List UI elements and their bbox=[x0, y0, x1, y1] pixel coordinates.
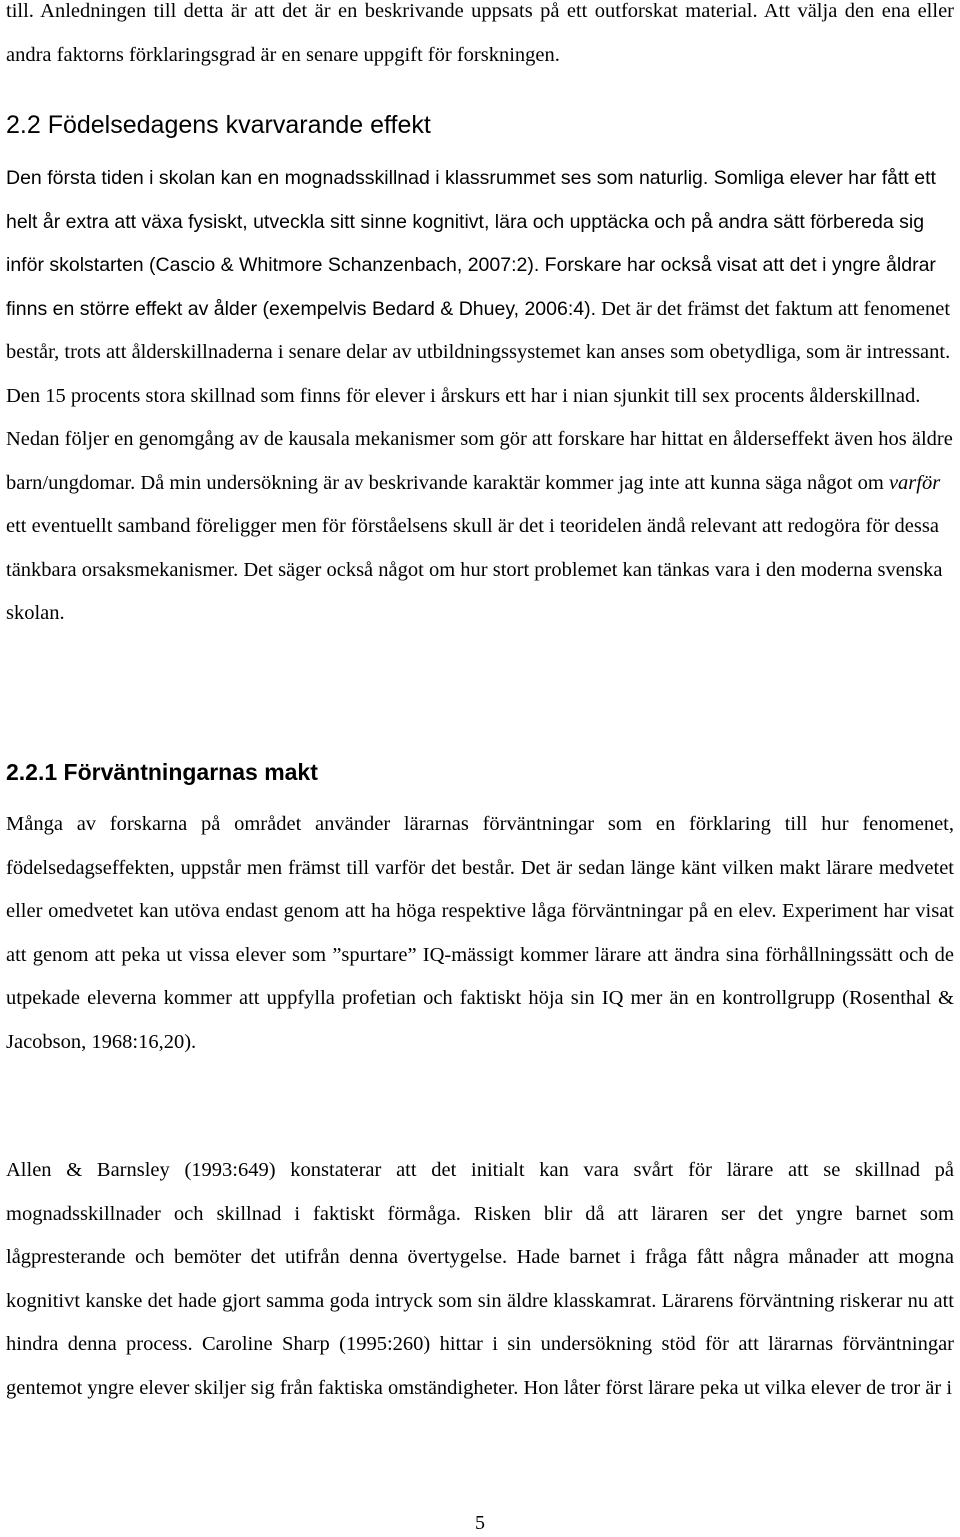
intro-paragraph bbox=[6, 0, 954, 77]
section-heading-2-2-1: 2.2.1 Förväntningarnas makt bbox=[6, 759, 318, 785]
section-2-2-serif-text-b: ett eventuellt samband föreligger men för förståelsens skull är det i teoridelen ändå relevant att redogöra för dessa tänkbara orsaksmekanismer. Det säger också något om hur stort problemet kan tänkas vara i den moderna svenska skolan. bbox=[6, 515, 943, 624]
section-heading-2-2: 2.2 Födelsedagens kvarvarande effekt bbox=[6, 111, 431, 139]
section-2-2-sans-text: Den första tiden i skolan kan en mognadsskillnad i klassrummet ses som naturlig. Somliga elever har fått ett helt år extra att växa fysiskt, utveckla sitt sinne kognitivt, lära och upptäcka och på andra sätt förbereda sig inför skolstarten (Cascio & Whitmore Schanzenbach, 2007:2). Forskare har också visat att det i yngre åldrar finns en större effekt av ålder (exempelvis Bedard & Dhuey, 2006:4). bbox=[6, 167, 936, 320]
section-2-2-serif-text-a: Det är det främst det faktum att fenomenet består, trots att ålderskillnaderna i senare delar av utbildningssystemet kan anses som obetydliga, som är intressant. Den 15 procents stora skillnad som finns för elever i årskurs ett har i nian sjunkit till sex procents ålderskillnad. Nedan följer en genomgång av de kausala mekanismer som gör att forskare har hittat en ålderseffekt även hos äldre barn/ungdomar. Då min undersökning är av beskrivande karaktär kommer jag inte att kunna säga något om bbox=[6, 297, 953, 494]
section-2-2-paragraph bbox=[6, 157, 954, 636]
section-2-2-1-paragraph-1: Många av forskarna på området använder lärarnas förväntningar som en förklaring till hur fenomenet, födelsedagseffekten, uppstår men främst till varför det består. Det är sedan länge känt vilken makt lärare medvetet eller omedvetet kan utöva endast genom att ha höga respektive låga förväntningar på en elev. Experiment har visat att genom att peka ut vissa elever som ”spurtare” IQ-mässigt kommer lärare att ändra sina förhållningssätt och de utpekade eleverna kommer att uppfylla profetian och faktiskt höja sin IQ mer än en kontrollgrupp (Rosenthal & Jacobson, 1968:16,20). bbox=[6, 813, 954, 1053]
page-number: 5 bbox=[475, 1512, 485, 1534]
emphasis-varfor: varför bbox=[888, 471, 941, 494]
intro-text: till. Anledningen till detta är att det är en beskrivande uppsats på ett outforskat material. Att välja den ena eller andra faktorns förklaringsgrad är en senare uppgift för forskningen. bbox=[6, 0, 954, 66]
section-2-2-1-paragraph-2: Allen & Barnsley (1993:649) konstaterar att det initialt kan vara svårt för lärare att se skillnad på mognadsskillnader och skillnad i faktiskt förmåga. Risken blir då att läraren ser det yngre barnet som lågpresterande och bemöter det utifrån denna övertygelse. Hade barnet i fråga fått några månader att mogna kognitivt kanske det hade gjort samma goda intryck som sin äldre klasskamrat. Lärarens förväntning riskerar nu att hindra denna process. Caroline Sharp (1995:260) hittar i sin undersökning stöd för att lärarnas förväntningar gentemot yngre elever skiljer sig från faktiska omständigheter. Hon låter först lärare peka ut vilka elever de tror är i bbox=[6, 1159, 954, 1399]
